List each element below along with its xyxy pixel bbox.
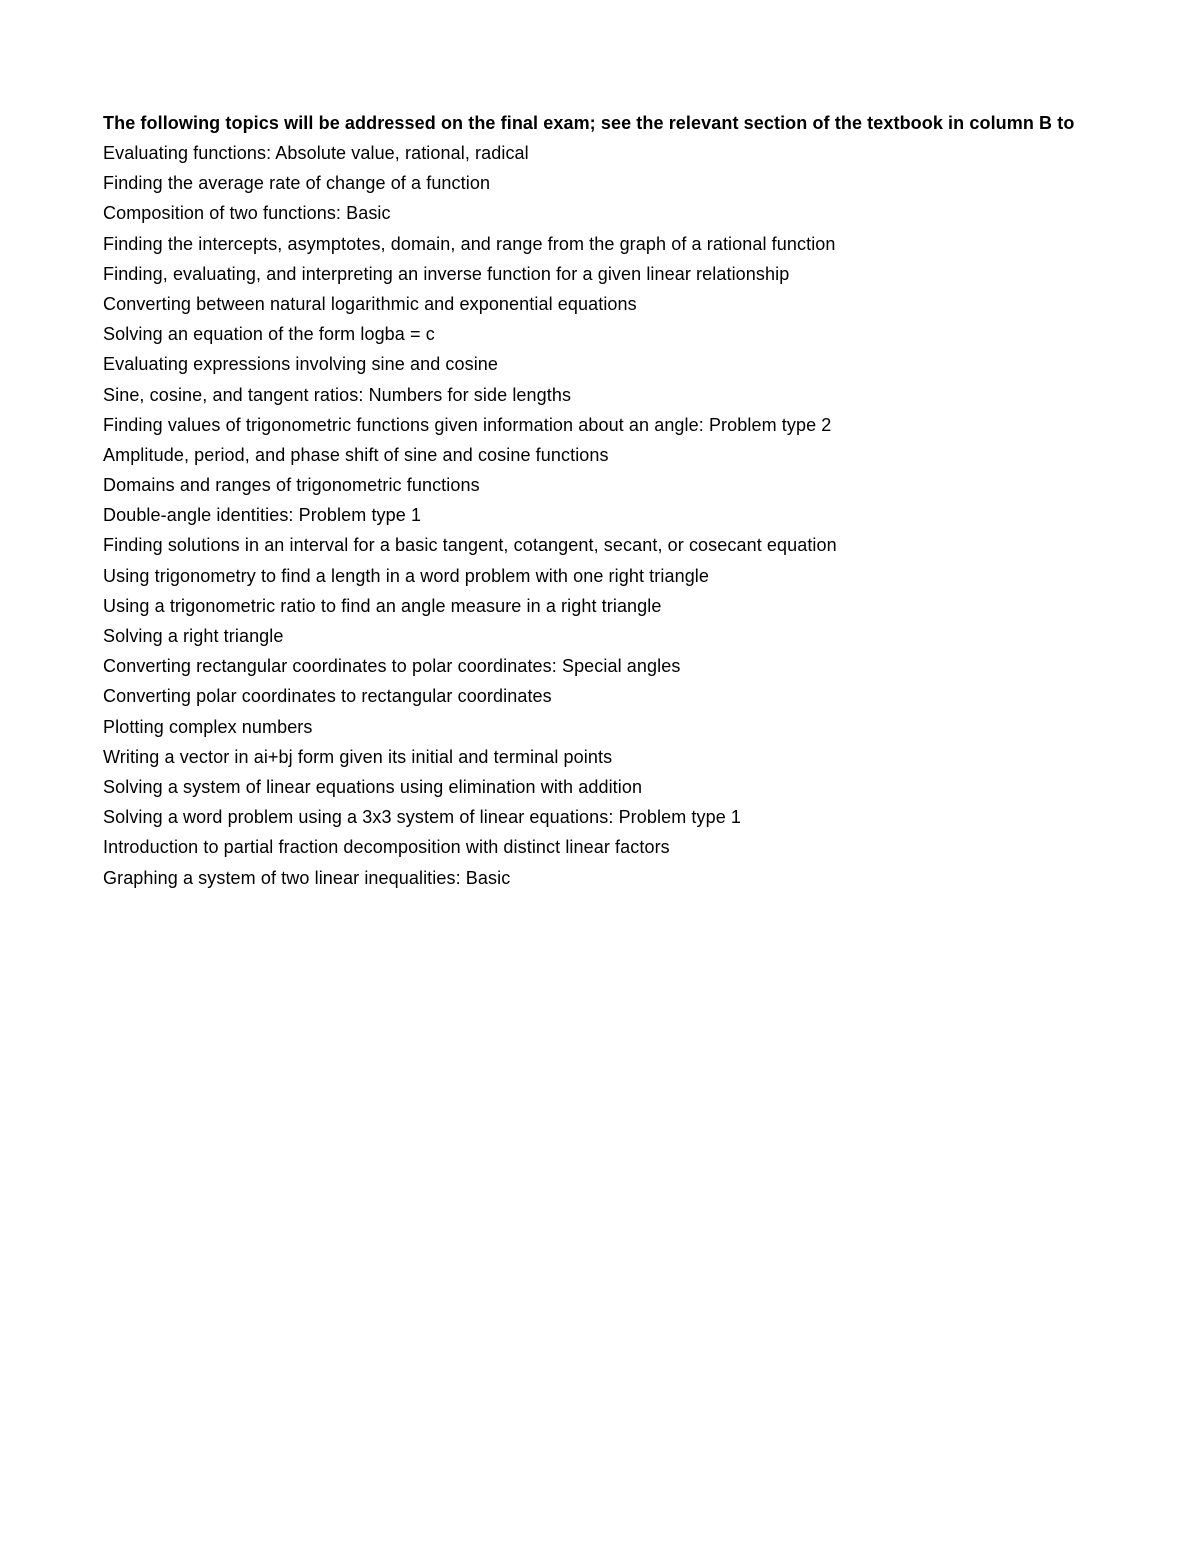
topic-sheet (103, 108, 1090, 893)
topic-item: Using a trigonometric ratio to find an angle measure in a right triangle (103, 595, 662, 616)
topic-item: Converting rectangular coordinates to polar coordinates: Special angles (103, 656, 681, 677)
topic-item: Finding solutions in an interval for a basic tangent, cotangent, secant, or cosecant equation (103, 535, 837, 556)
topic-item: Solving an equation of the form logba = c (103, 324, 435, 345)
topic-item: Writing a vector in ai+bj form given its initial and terminal points (103, 746, 613, 767)
sheet-heading: The following topics will be addressed on the final exam; see the relevant section of the textbook in column B to (103, 113, 1075, 133)
topic-item: Converting polar coordinates to rectangular coordinates (103, 686, 552, 707)
topic-item: Using trigonometry to find a length in a word problem with one right triangle (103, 565, 710, 586)
topic-item: Introduction to partial fraction decomposition with distinct linear factors (103, 837, 670, 858)
topic-item: Finding, evaluating, and interpreting an inverse function for a given linear relationship (103, 263, 790, 284)
topic-item: Sine, cosine, and tangent ratios: Numbers for side lengths (103, 384, 572, 405)
topic-item: Solving a right triangle (103, 626, 284, 646)
topic-item: Finding values of trigonometric functions given information about an angle: Problem type 2 (103, 414, 832, 435)
topic-item: Plotting complex numbers (103, 716, 313, 737)
topic-list (103, 138, 1090, 893)
topic-item: Double-angle identities: Problem type 1 (103, 505, 422, 526)
topic-item: Evaluating functions: Absolute value, rational, radical (103, 143, 529, 163)
topic-item: Domains and ranges of trigonometric functions (103, 475, 480, 496)
topic-item: Solving a word problem using a 3x3 system of linear equations: Problem type 1 (103, 807, 742, 828)
topic-item: Finding the average rate of change of a function (103, 173, 491, 194)
topic-item: Evaluating expressions involving sine and cosine (103, 354, 499, 375)
topic-item: Composition of two functions: Basic (103, 203, 391, 224)
topic-item: Amplitude, period, and phase shift of sine and cosine functions (103, 444, 609, 465)
topic-item: Graphing a system of two linear inequalities: Basic (103, 867, 511, 888)
topic-item: Solving a system of linear equations using elimination with addition (103, 776, 643, 797)
topic-item: Finding the intercepts, asymptotes, domain, and range from the graph of a rational function (103, 233, 836, 254)
topic-item: Converting between natural logarithmic and exponential equations (103, 293, 637, 314)
